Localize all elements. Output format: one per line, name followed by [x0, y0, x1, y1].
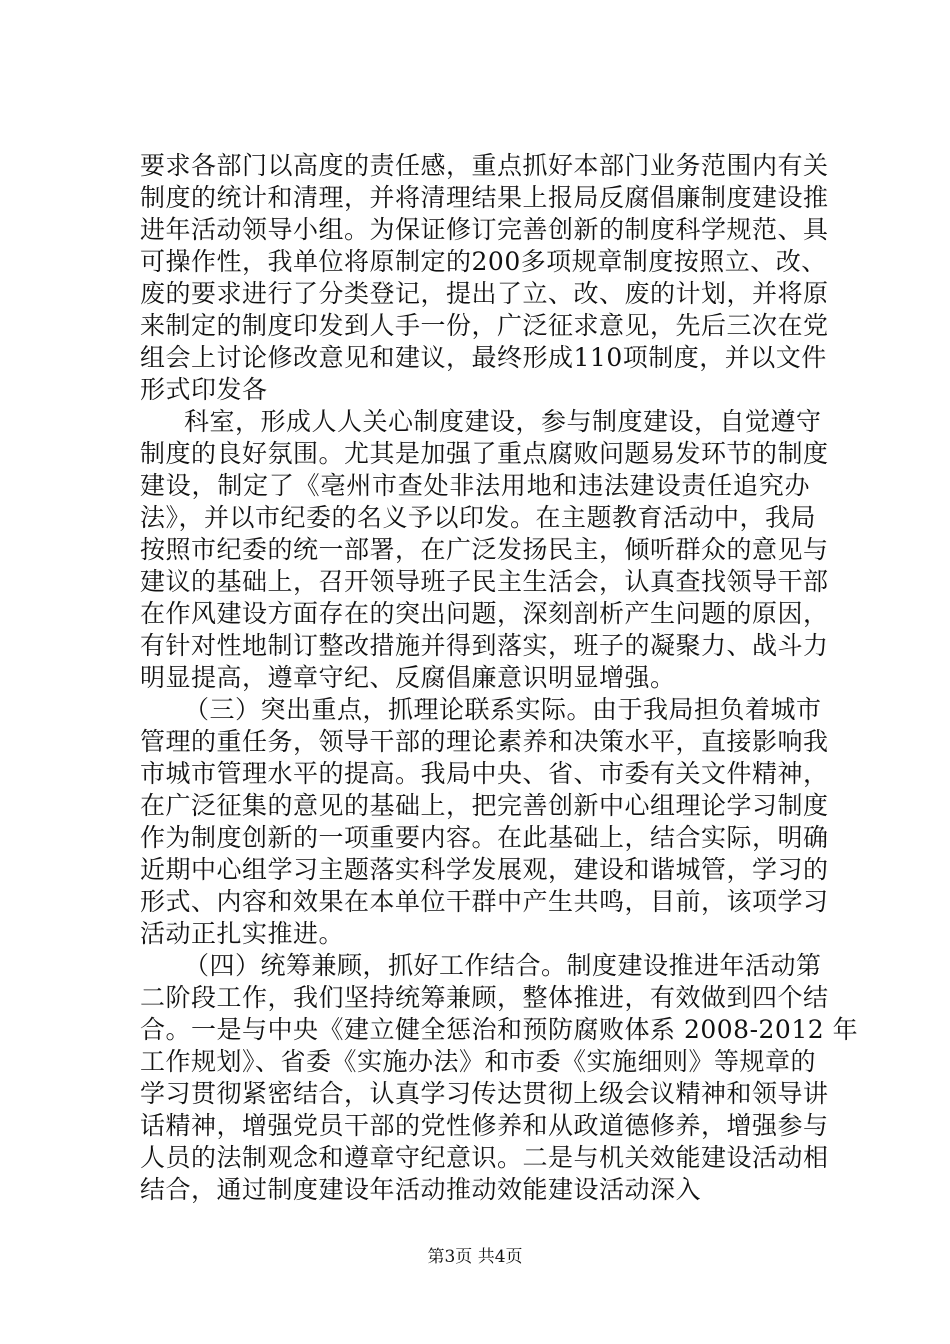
text-line: 制度的统计和清理，并将清理结果上报局反腐倡廉制度建设推: [140, 183, 829, 212]
text-line: 人员的法制观念和遵章守纪意识。二是与机关效能建设活动相: [140, 1143, 829, 1172]
text-line: 形式印发各: [140, 375, 268, 404]
text-line: 学习贯彻紧密结合，认真学习传达贯彻上级会议精神和领导讲: [140, 1079, 829, 1108]
text-line: 明显提高，遵章守纪、反腐倡廉意识明显增强。: [140, 663, 676, 692]
text-line: 建议的基础上，召开领导班子民主生活会，认真查找领导干部: [140, 567, 829, 596]
text-line: 在作风建设方面存在的突出问题，深刻剖析产生问题的原因，: [140, 599, 829, 628]
text-line: （三）突出重点，抓理论联系实际。由于我局担负着城市: [184, 695, 822, 724]
text-line: 作为制度创新的一项重要内容。在此基础上，结合实际，明确: [140, 823, 829, 852]
text-line: 科室，形成人人关心制度建设，参与制度建设，自觉遵守: [184, 407, 822, 436]
text-line: 按照市纪委的统一部署，在广泛发扬民主，倾听群众的意见与: [140, 535, 829, 564]
paragraph: [140, 950, 859, 1206]
text-line: 工作规划》、省委《实施办法》和市委《实施细则》等规章的: [140, 1047, 817, 1076]
text-line: 建设，制定了《亳州市查处非法用地和违法建设责任追究办: [140, 471, 810, 500]
text-line: 形式、内容和效果在本单位干群中产生共鸣，目前，该项学习: [140, 887, 829, 916]
text-line: 结合，通过制度建设年活动推动效能建设活动深入: [140, 1175, 702, 1204]
text-line: 可操作性，我单位将原制定的200多项规章制度按照立、改、: [140, 247, 827, 276]
text-line: （四）统筹兼顾，抓好工作结合。制度建设推进年活动第: [184, 951, 822, 980]
text-line: 话精神，增强党员干部的党性修养和从政道德修养，增强参与: [140, 1111, 829, 1140]
page-footer: [0, 1246, 950, 1268]
text-line: 法》，并以市纪委的名义予以印发。在主题教育活动中，我局: [140, 503, 817, 532]
paragraph: [140, 406, 829, 694]
text-line: 进年活动领导小组。为保证修订完善创新的制度科学规范、具: [140, 215, 829, 244]
document-body: [140, 150, 859, 1206]
text-line: 市城市管理水平的提高。我局中央、省、市委有关文件精神，: [140, 759, 829, 788]
text-line: 废的要求进行了分类登记，提出了立、改、废的计划，并将原: [140, 279, 829, 308]
page-number: 第3页 共4页: [427, 1247, 523, 1267]
text-line: 来制定的制度印发到人手一份，广泛征求意见，先后三次在党: [140, 311, 829, 340]
text-line: 有针对性地制订整改措施并得到落实，班子的凝聚力、战斗力: [140, 631, 829, 660]
text-line: 在广泛征集的意见的基础上，把完善创新中心组理论学习制度: [140, 791, 829, 820]
text-line: 合。一是与中央《建立健全惩治和预防腐败体系 2008-2012 年: [140, 1015, 859, 1044]
paragraph: [140, 150, 829, 406]
text-line: 管理的重任务，领导干部的理论素养和决策水平，直接影响我: [140, 727, 829, 756]
text-line: 要求各部门以高度的责任感，重点抓好本部门业务范围内有关: [140, 151, 829, 180]
text-line: 制度的良好氛围。尤其是加强了重点腐败问题易发环节的制度: [140, 439, 829, 468]
paragraph: [140, 694, 829, 950]
text-line: 组会上讨论修改意见和建议，最终形成110项制度，并以文件: [140, 343, 827, 372]
text-line: 二阶段工作，我们坚持统筹兼顾，整体推进，有效做到四个结: [140, 983, 829, 1012]
text-line: 活动正扎实推进。: [140, 919, 345, 948]
text-line: 近期中心组学习主题落实科学发展观，建设和谐城管，学习的: [140, 855, 829, 884]
